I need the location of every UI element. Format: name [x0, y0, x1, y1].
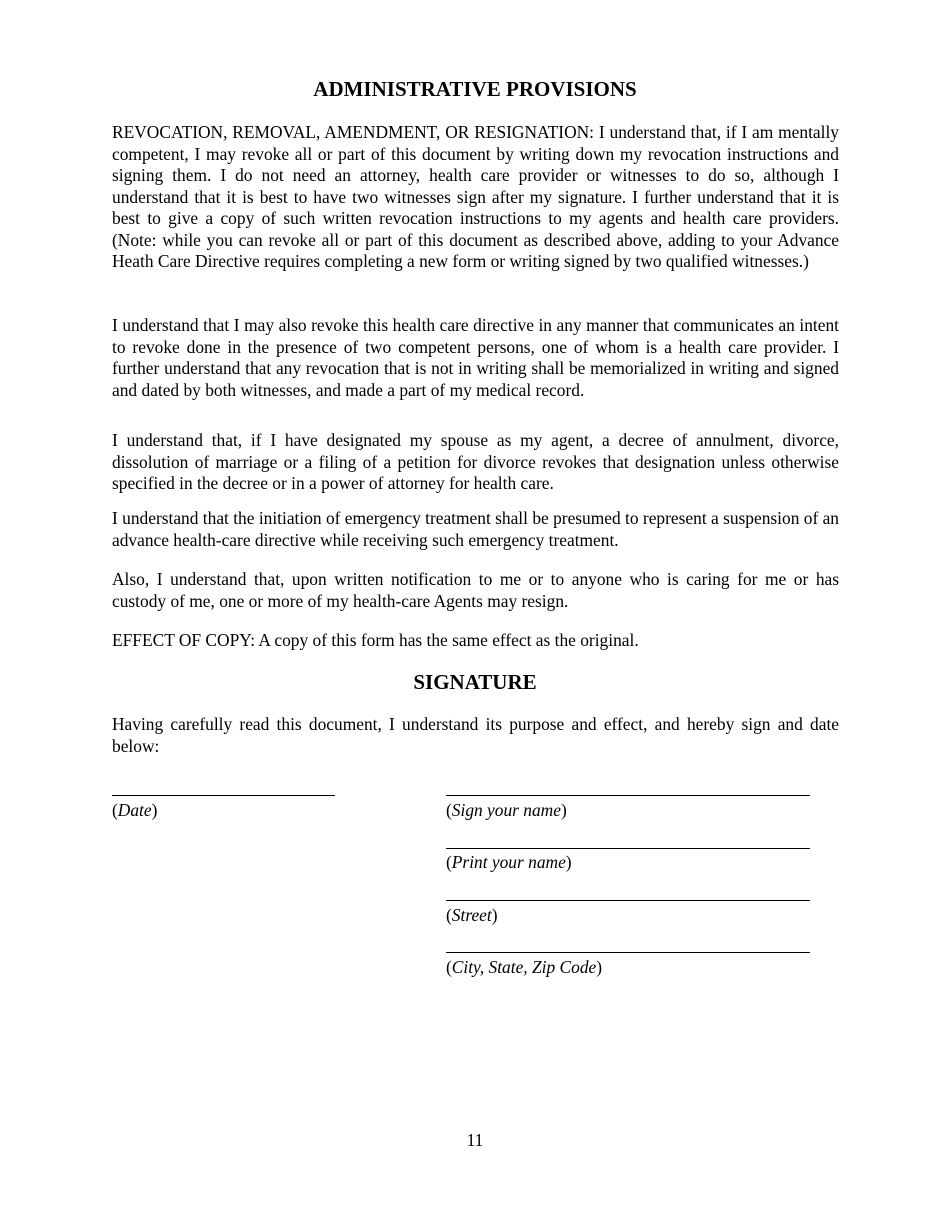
section-title-signature: SIGNATURE — [413, 670, 537, 694]
paragraph-emergency-treatment: I understand that the initiation of emergency treatment shall be presumed to represent a suspension of an advance health-care directive while receiving such emergency treatment. — [112, 508, 839, 550]
paragraph-agent-resign: Also, I understand that, upon written notification to me or to anyone who is caring for me or has custody of me, one or more of my health-care Agents may resign. — [112, 569, 839, 611]
sign-name-line[interactable] — [446, 795, 810, 796]
sign-name-label: (Sign your name) — [446, 800, 567, 820]
date-label: (Date) — [112, 800, 158, 820]
page-number: 11 — [466, 1130, 484, 1150]
city-state-zip-line[interactable] — [446, 952, 810, 953]
paragraph-spouse-agent: I understand that, if I have designated my spouse as my agent, a decree of annulment, divorce, dissolution of marriage or a filing of a petition for divorce revokes that designation unless otherwise specified in the decree or in a power of attorney for health care. — [112, 430, 839, 493]
date-line[interactable] — [112, 795, 335, 796]
section-title-administrative-provisions: ADMINISTRATIVE PROVISIONS — [313, 77, 637, 101]
street-label: (Street) — [446, 905, 498, 925]
city-state-zip-label: (City, State, Zip Code) — [446, 957, 603, 977]
print-name-label: (Print your name) — [446, 852, 572, 872]
signature-intro: Having carefully read this document, I understand its purpose and effect, and hereby sign and date below: — [112, 714, 839, 756]
paragraph-revoke-manner: I understand that I may also revoke this health care directive in any manner that communicates an intent to revoke done in the presence of two competent persons, one of whom is a health care provider. I further understand that any revocation that is not in writing shall be memorialized in writing and signed and dated by both witnesses, and made a part of my medical record. — [112, 315, 839, 400]
street-line[interactable] — [446, 900, 810, 901]
paragraph-effect-of-copy: EFFECT OF COPY: A copy of this form has the same effect as the original. — [112, 630, 639, 650]
print-name-line[interactable] — [446, 848, 810, 849]
paragraph-revocation: REVOCATION, REMOVAL, AMENDMENT, OR RESIGNATION: I understand that, if I am mentally competent, I may revoke all or part of this document by writing down my revocation instructions and signing them. I do not need an attorney, health care provider or witnesses to do so, although I understand that it is best to have two witnesses sign after my signature. I further understand that it is best to give a copy of such written revocation instructions to my agents and health care providers. (Note: while you can revoke all or part of this document as described above, adding to your Advance Heath Care Directive requires completing a new form or writing signed by two qualified witnesses.) — [112, 122, 839, 271]
